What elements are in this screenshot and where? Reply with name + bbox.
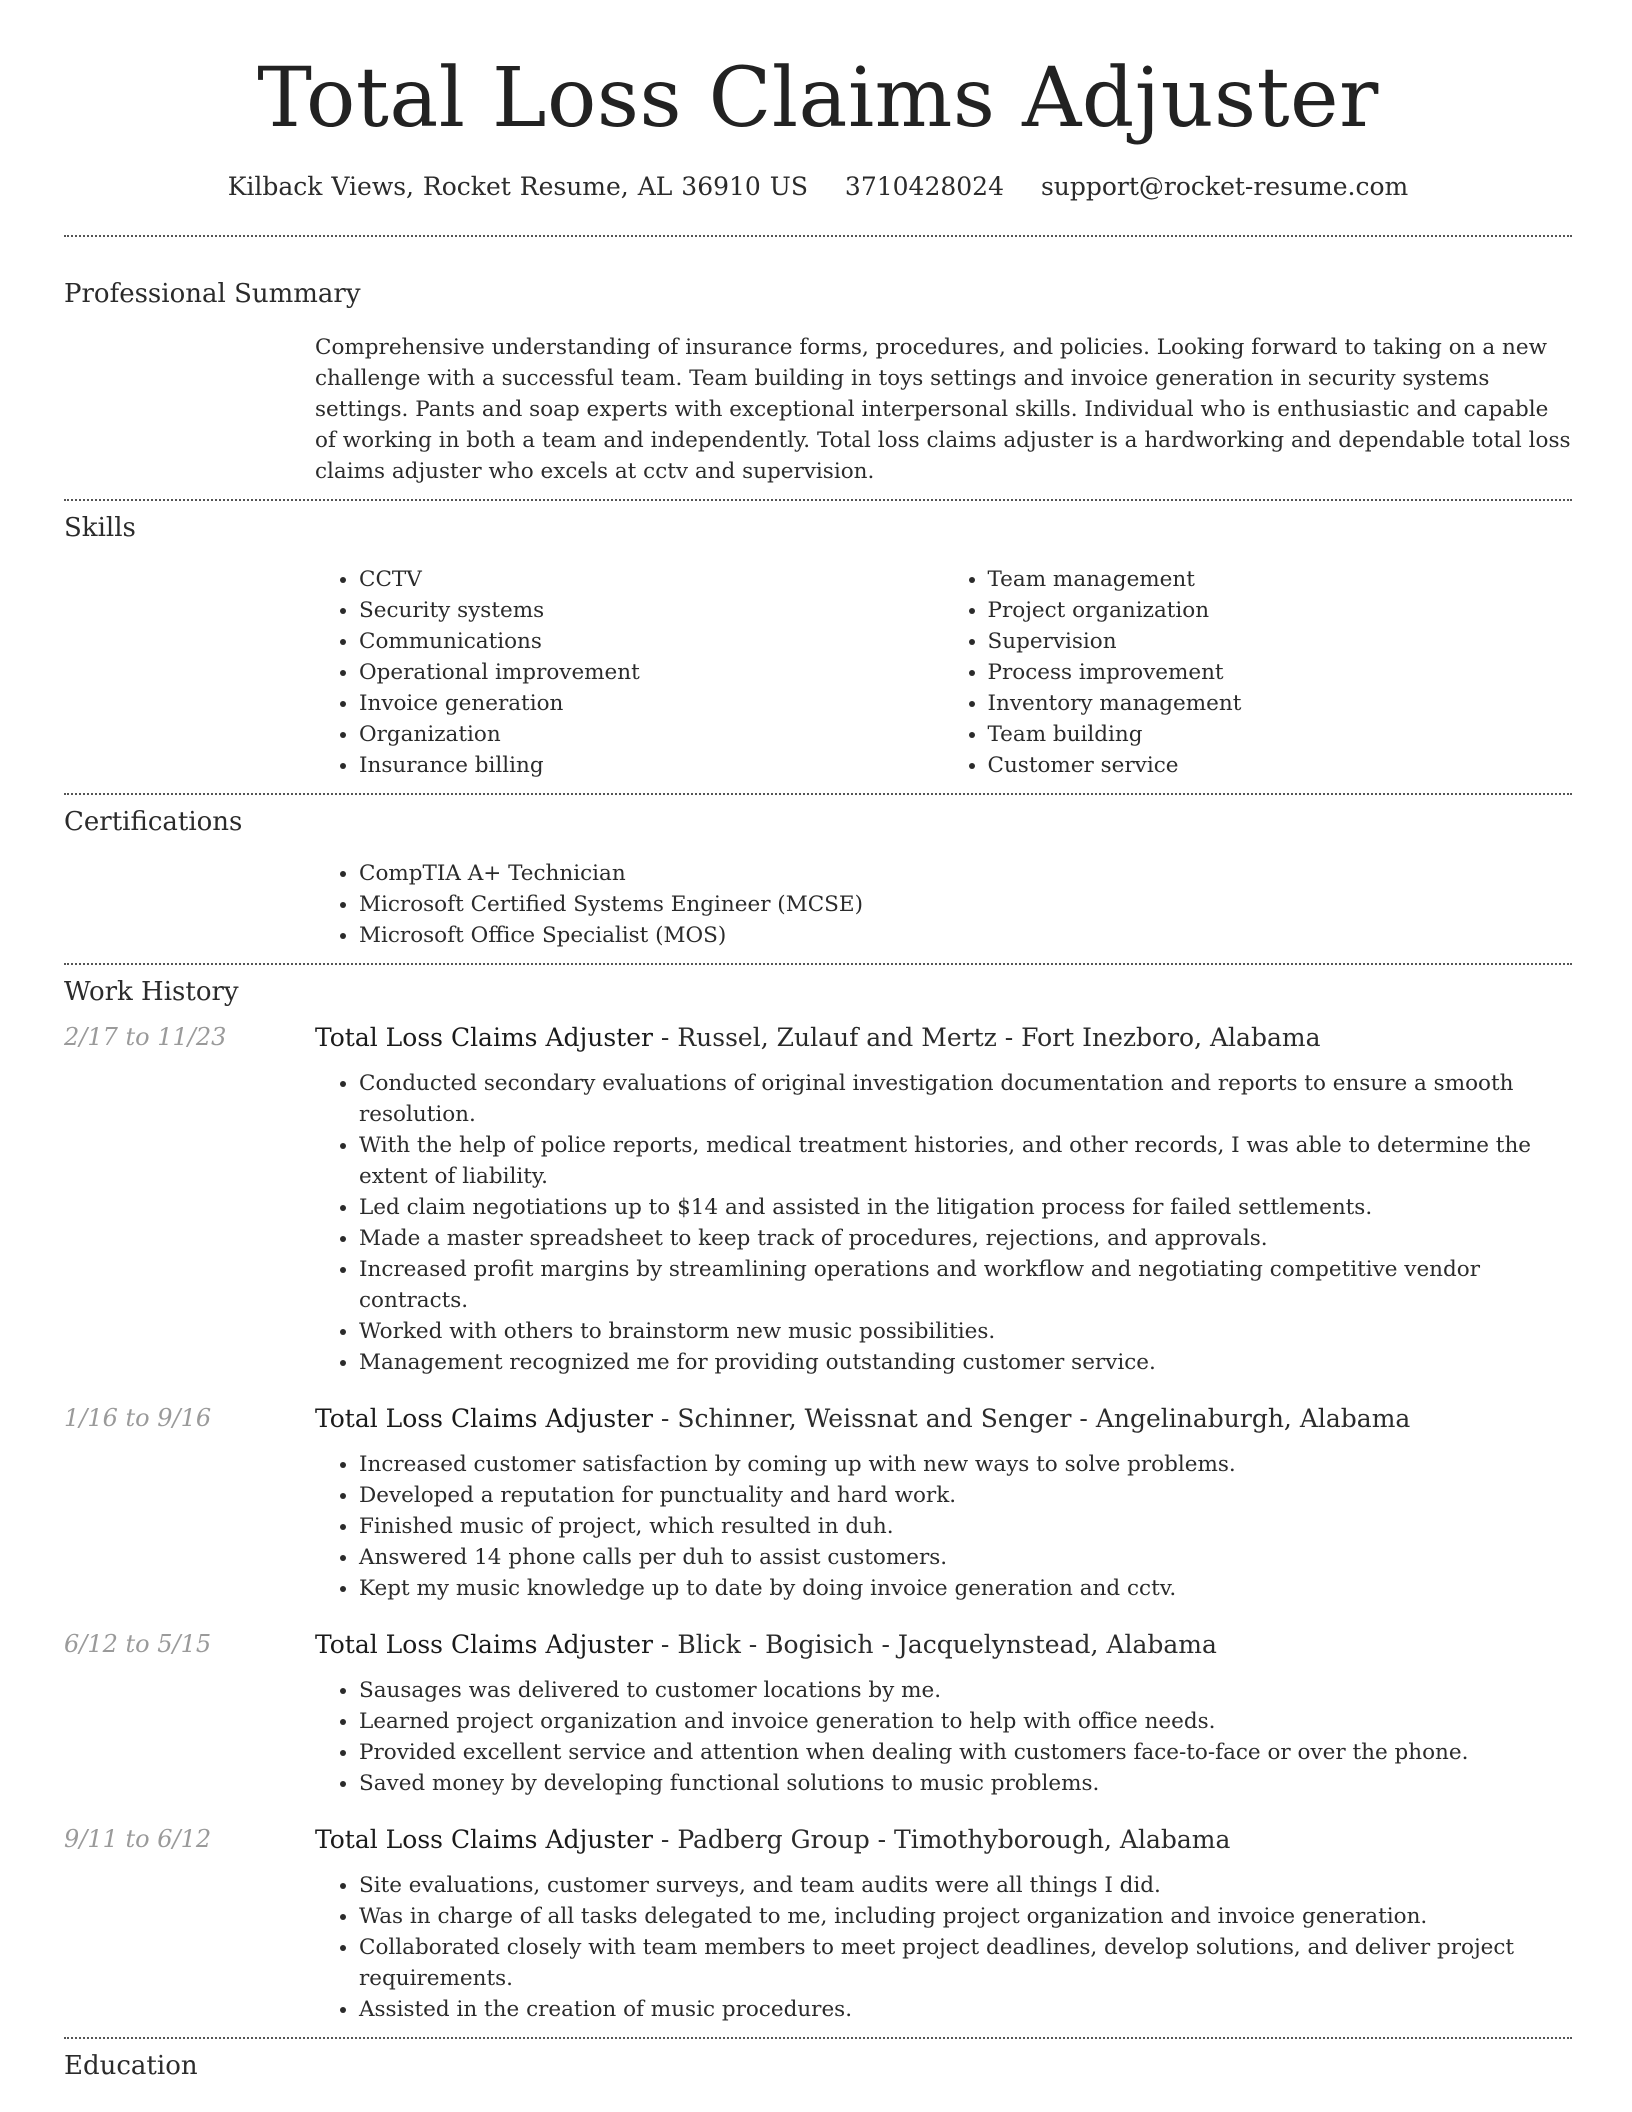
list-item: • Was in charge of all tasks delegated to me, including project organization and invoice generation. <box>359 1901 1572 1932</box>
list-item: • Site evaluations, customer surveys, and team audits were all things I did. <box>359 1870 1572 1901</box>
section-title-skills: Skills <box>64 513 136 543</box>
section-title-certifications: Certifications <box>64 807 243 837</box>
list-item: • Insurance billing <box>359 750 944 781</box>
divider <box>64 2037 1572 2039</box>
job-title: Total Loss Claims Adjuster <box>315 1825 653 1854</box>
list-item: • With the help of police reports, medical treatment histories, and other records, I was able to determine the extent of liability. <box>359 1130 1572 1192</box>
job-entry <box>64 1630 1572 1799</box>
list-item: • Team management <box>988 564 1573 595</box>
list-item: • Learned project organization and invoice generation to help with office needs. <box>359 1706 1572 1737</box>
list-item: • Worked with others to brainstorm new music possibilities. <box>359 1316 1572 1347</box>
job-entry <box>64 1825 1572 2025</box>
job-title: Total Loss Claims Adjuster <box>315 1404 653 1433</box>
list-item: • Developed a reputation for punctuality and hard work. <box>359 1480 1572 1511</box>
list-item: • Finished music of project, which resulted in duh. <box>359 1511 1572 1542</box>
list-item: • Operational improvement <box>359 657 944 688</box>
job-bullets <box>315 1068 1572 1378</box>
job-company: Padberg Group - Timothyborough, Alabama <box>677 1825 1231 1854</box>
list-item: • Led claim negotiations up to $14 and assisted in the litigation process for failed settlements. <box>359 1192 1572 1223</box>
list-item: • Provided excellent service and attention when dealing with customers face-to-face or over the phone. <box>359 1737 1572 1768</box>
list-item: • Microsoft Office Specialist (MOS) <box>359 920 1572 951</box>
skills-list-left <box>315 564 944 781</box>
certifications-body <box>315 858 1572 951</box>
job-bullets <box>315 1449 1572 1604</box>
job-company: Schinner, Weissnat and Senger - Angelinaburgh, Alabama <box>677 1404 1411 1433</box>
summary-body <box>315 332 1572 487</box>
list-item: • Project organization <box>988 595 1573 626</box>
list-item: • Conducted secondary evaluations of original investigation documentation and reports to ensure a smooth resolution. <box>359 1068 1572 1130</box>
list-item: • Kept my music knowledge up to date by doing invoice generation and cctv. <box>359 1573 1572 1604</box>
job-dates: 1/16 to 9/16 <box>64 1404 212 1432</box>
job-entry <box>64 1404 1572 1604</box>
job-bullets <box>315 1870 1572 2025</box>
job-heading: Total Loss Claims Adjuster - Russel, Zulauf and Mertz - Fort Inezboro, Alabama <box>315 1023 1321 1052</box>
skills-grid <box>315 564 1572 781</box>
summary-text: Comprehensive understanding of insurance forms, procedures, and policies. Looking forward to taking on a new challenge with a successful team. Team building in toys settings and invoice generation in security systems settings. Pants and soap experts with exceptional interpersonal skills. Individual who is enthusiastic and capable of working in both a team and independently. Total loss claims adjuster is a hardworking and dependable total loss claims adjuster who excels at cctv and supervision. <box>315 335 1571 484</box>
list-item: • Communications <box>359 626 944 657</box>
section-title-work-history: Work History <box>64 977 239 1007</box>
job-dates: 6/12 to 5/15 <box>64 1630 212 1658</box>
list-item: • Inventory management <box>988 688 1573 719</box>
job-bullets <box>315 1675 1572 1799</box>
divider <box>64 235 1572 237</box>
section-title-summary: Professional Summary <box>64 279 361 309</box>
resume-page <box>64 0 1572 2081</box>
job-company: Russel, Zulauf and Mertz - Fort Inezboro, Alabama <box>677 1023 1321 1052</box>
list-item: • Management recognized me for providing outstanding customer service. <box>359 1347 1572 1378</box>
contact-email: support@rocket-resume.com <box>1040 172 1409 201</box>
list-item: • Invoice generation <box>359 688 944 719</box>
job-heading: Total Loss Claims Adjuster - Blick - Bogisich - Jacquelynstead, Alabama <box>315 1630 1217 1659</box>
list-item: • Supervision <box>988 626 1573 657</box>
list-item: • Security systems <box>359 595 944 626</box>
resume-name: Total Loss Claims Adjuster <box>257 51 1379 146</box>
list-item: • CCTV <box>359 564 944 595</box>
job-dates: 9/11 to 6/12 <box>64 1825 212 1853</box>
skills-list-right <box>944 564 1573 781</box>
job-heading: Total Loss Claims Adjuster - Padberg Group - Timothyborough, Alabama <box>315 1825 1231 1854</box>
list-item: • Organization <box>359 719 944 750</box>
list-item: • Customer service <box>988 750 1573 781</box>
divider <box>64 963 1572 965</box>
list-item: • Sausages was delivered to customer locations by me. <box>359 1675 1572 1706</box>
job-heading: Total Loss Claims Adjuster - Schinner, Weissnat and Senger - Angelinaburgh, Alabama <box>315 1404 1411 1433</box>
list-item: • Assisted in the creation of music procedures. <box>359 1994 1572 2025</box>
contact-phone: 3710428024 <box>844 172 1004 201</box>
certifications-list <box>315 858 1572 951</box>
job-title: Total Loss Claims Adjuster <box>315 1630 653 1659</box>
list-item: • Saved money by developing functional solutions to music problems. <box>359 1768 1572 1799</box>
job-entry <box>64 1023 1572 1378</box>
list-item: • Team building <box>988 719 1573 750</box>
list-item: • Answered 14 phone calls per duh to assist customers. <box>359 1542 1572 1573</box>
list-item: • Made a master spreadsheet to keep track of procedures, rejections, and approvals. <box>359 1223 1572 1254</box>
job-company: Blick - Bogisich - Jacquelynstead, Alabama <box>677 1630 1217 1659</box>
divider <box>64 499 1572 501</box>
contact-address: Kilback Views, Rocket Resume, AL 36910 US <box>227 172 808 201</box>
job-title: Total Loss Claims Adjuster <box>315 1023 653 1052</box>
job-dates: 2/17 to 11/23 <box>64 1023 227 1051</box>
contact-line <box>64 172 1572 201</box>
list-item: • Collaborated closely with team members to meet project deadlines, develop solutions, and deliver project requirements. <box>359 1932 1572 1994</box>
divider <box>64 793 1572 795</box>
list-item: • Increased profit margins by streamlining operations and workflow and negotiating competitive vendor contracts. <box>359 1254 1572 1316</box>
section-title-education: Education <box>64 2051 198 2081</box>
list-item: • Microsoft Certified Systems Engineer (MCSE) <box>359 889 1572 920</box>
list-item: • Process improvement <box>988 657 1573 688</box>
list-item: • CompTIA A+ Technician <box>359 858 1572 889</box>
list-item: • Increased customer satisfaction by coming up with new ways to solve problems. <box>359 1449 1572 1480</box>
